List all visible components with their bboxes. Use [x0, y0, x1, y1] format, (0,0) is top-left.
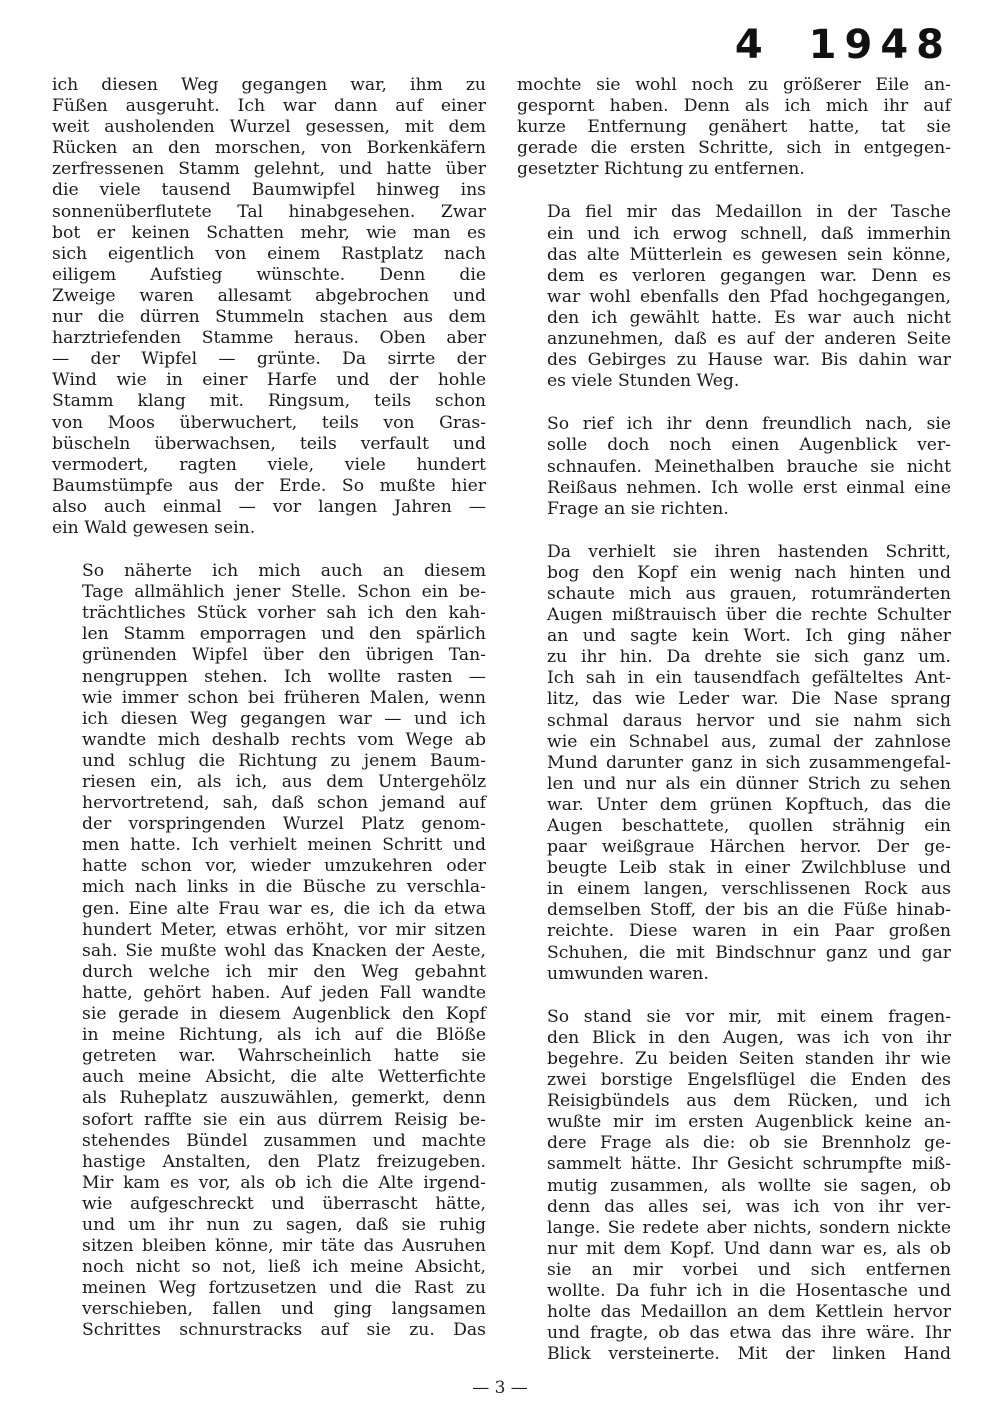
text-line: nur die dürren Stummeln stachen aus dem	[52, 307, 486, 328]
text-line: und fragte, ob das etwa das ihre wäre. Ihr	[547, 1323, 951, 1344]
paragraph	[517, 414, 951, 519]
text-line: ein und ich erwog schnell, daß immerhin	[547, 223, 951, 244]
text-line: dere Frage als die: ob sie Brennholz ge-	[547, 1133, 951, 1154]
text-line: men hatte. Ich verhielt meinen Schritt und	[82, 835, 486, 856]
text-line: sich eigentlich von einem Rastplatz nach	[52, 243, 486, 264]
text-line: riesen ein, als ich, aus dem Untergehölz	[82, 772, 486, 792]
text-line: Zweige waren allesamt abgebrochen und	[52, 285, 486, 306]
text-line: Mir kam es vor, als ob ich die Alte irgend-	[82, 1172, 486, 1193]
paragraph	[517, 202, 951, 392]
text-line: den Blick in den Augen, was ich von ihr	[547, 1027, 951, 1048]
text-line: Ich sah in ein tausendfach gefälteltes Ant-	[547, 668, 951, 689]
text-line: meinen Weg fortzusetzen und die Rast zu	[82, 1278, 486, 1299]
left-column	[52, 75, 486, 1342]
text-line: Da verhielt sie ihren hastenden Schritt,	[547, 541, 951, 562]
text-line: und um ihr nun zu sagen, daß sie ruhig	[82, 1214, 486, 1235]
text-line: litz, das wie Leder war. Die Nase sprang	[547, 689, 951, 710]
paragraph	[52, 75, 486, 539]
text-line: gen. Eine alte Frau war es, die ich da etwa	[82, 898, 486, 919]
text-line: schnaufen. Meinethalben brauche sie nicht	[547, 456, 951, 477]
text-line: Reisigbündels aus dem Rücken, und ich	[547, 1091, 951, 1112]
text-line: von Moos überwuchert, teils von Gras-	[52, 412, 486, 433]
text-line: vermodert, ragten viele, viele hundert	[52, 454, 486, 475]
text-line: wie immer schon bei früheren Malen, wenn	[82, 687, 486, 708]
text-line: auch meine Absicht, die alte Wetterfichte	[82, 1067, 486, 1088]
text-line: in einem langen, verschlissenen Rock aus	[547, 879, 951, 900]
text-line: hastige Anstalten, den Platz freizugeben.	[82, 1151, 486, 1172]
text-line: wandte mich deshalb rechts vom Wege ab	[82, 729, 486, 750]
text-line: wie ein Schnabel aus, zumal der zahnlose	[547, 731, 951, 752]
text-line: getreten war. Wahrscheinlich hatte sie	[82, 1046, 486, 1067]
text-line: bot er keinen Schatten mehr, wie man es	[52, 222, 486, 243]
text-line: an und sagte kein Wort. Ich ging näher	[547, 626, 951, 647]
text-line: Augen mißtrauisch über die rechte Schulter	[547, 605, 951, 626]
text-line: trächtliches Stück vorher sah ich den kah-	[82, 603, 486, 624]
text-line: mutig zusammen, als wollte sie sagen, ob	[547, 1175, 951, 1196]
text-line: durch welche ich mir den Weg gebahnt	[82, 961, 486, 982]
text-line: gespornt haben. Denn als ich mich ihr auf	[517, 96, 951, 117]
text-line: nur mit dem Kopf. Und dann war es, als ob	[547, 1238, 951, 1259]
text-line: solle doch noch einen Augenblick ver-	[547, 435, 951, 456]
text-line: mich nach links in die Büsche zu verschla-	[82, 877, 486, 898]
text-line: Mund darunter ganz in sich zusammengefal-	[547, 752, 951, 773]
text-line: len und nur als ein dünner Strich zu sehen	[547, 773, 951, 794]
text-line: Baumstümpfe aus der Erde. So mußte hier	[52, 475, 486, 496]
text-line: zu ihr hin. Da drehte sie sich ganz um.	[547, 647, 951, 668]
text-line: büscheln überwachsen, teils verfault und	[52, 433, 486, 454]
text-line: So stand sie vor mir, mit einem fragen-	[547, 1006, 951, 1027]
text-line: — der Wipfel — grünte. Da sirrte der	[52, 349, 486, 370]
text-line: verschieben, fallen und ging langsamen	[82, 1299, 486, 1320]
text-line: sammelt hätte. Ihr Gesicht schrumpfte miß-	[547, 1154, 951, 1175]
text-line: und schlug die Richtung zu jenem Baum-	[82, 750, 486, 771]
text-line: als Ruheplatz auszuwählen, gemerkt, denn	[82, 1088, 486, 1109]
paragraph	[517, 75, 951, 180]
text-line: das alte Mütterlein es gewesen sein könne,	[547, 244, 951, 265]
page-number: — 3 —	[472, 1378, 528, 1398]
text-line: nengruppen stehen. Ich wollte rasten —	[82, 666, 486, 687]
text-line: demselben Stoff, der bis an die Füße hinab-	[547, 900, 951, 921]
text-line: Schrittes schnurstracks auf sie zu. Das	[82, 1320, 486, 1341]
text-line: hervortretend, sah, daß schon jemand auf	[82, 793, 486, 814]
text-line: den ich gewählt hatte. Es war auch nicht	[547, 307, 951, 328]
text-line: Schuhen, die mit Bindschnur ganz und gar	[547, 942, 951, 963]
text-line: denn das alles sei, was ich von ihr ver-	[547, 1196, 951, 1217]
text-line: bog den Kopf ein wenig nach hinten und	[547, 562, 951, 583]
text-line: harztriefenden Stamme heraus. Oben aber	[52, 328, 486, 349]
text-line: war wohl ebenfalls den Pfad hochgegangen,	[547, 286, 951, 307]
text-line: war. Unter dem grünen Kopftuch, das die	[547, 794, 951, 815]
text-line: paar weißgraue Härchen hervor. Der ge-	[547, 837, 951, 858]
text-line: Tage allmählich jener Stelle. Schon ein be-	[82, 582, 486, 603]
text-line: sitzen bleiben könne, mir täte das Ausruhen	[82, 1236, 486, 1257]
text-line: beugte Leib stak in einer Zwilchbluse und	[547, 858, 951, 879]
paragraph	[517, 542, 951, 985]
text-line: umwunden waren.	[547, 963, 709, 984]
text-line: eiligem Aufstieg wünschte. Denn die	[52, 264, 486, 285]
text-line: Da fiel mir das Medaillon in der Tasche	[547, 202, 951, 223]
text-line: die viele tausend Baumwipfel hinweg ins	[52, 180, 486, 201]
text-line: Stamm klang mit. Ringsum, teils schon	[52, 391, 486, 412]
issue-number: 4	[734, 22, 771, 68]
right-column	[517, 75, 951, 1365]
text-line: gerade die ersten Schritte, sich in entgegen-	[517, 138, 951, 159]
text-line: Füßen ausgeruht. Ich war dann auf einer	[52, 96, 486, 117]
paragraph	[52, 561, 486, 1341]
text-line: stehendes Bündel zusammen und machte	[82, 1130, 486, 1151]
text-line: der vorspringenden Wurzel Platz genom-	[82, 814, 486, 835]
text-line: holte das Medaillon an dem Kettlein hervor	[547, 1302, 951, 1323]
paragraph	[517, 1007, 951, 1366]
text-line: reichte. Diese waren in ein Paar großen	[547, 921, 951, 942]
year: 1948	[808, 22, 952, 68]
text-line: So näherte ich mich auch an diesem	[82, 561, 486, 582]
text-line: ich diesen Weg gegangen war — und ich	[82, 708, 486, 729]
text-line: zerfressenen Stamm gelehnt, und hatte über	[52, 159, 486, 180]
text-line: Frage an sie richten.	[547, 498, 729, 519]
text-line: schmal daraus hervor und sie nahm sich	[547, 710, 951, 731]
text-line: lange. Sie redete aber nichts, sondern nickte	[547, 1217, 951, 1238]
text-line: gesetzter Richtung zu entfernen.	[517, 159, 805, 180]
text-line: dem es verloren gegangen war. Denn es	[547, 265, 951, 286]
text-line: es viele Stunden Weg.	[547, 371, 740, 392]
text-line: So rief ich ihr denn freundlich nach, sie	[547, 414, 951, 435]
text-line: weit ausholenden Wurzel gesessen, mit dem	[52, 117, 486, 138]
text-line: Rücken an den morschen, von Borkenkäfern	[52, 138, 486, 159]
text-line: noch nicht so not, ließ ich meine Absicht,	[82, 1257, 486, 1278]
text-line: zwei borstige Engelsflügel die Enden des	[547, 1070, 951, 1091]
text-line: Blick versteinerte. Mit der linken Hand	[547, 1344, 951, 1365]
text-line: Augen beschattete, quollen strähnig ein	[547, 816, 951, 836]
text-line: hundert Meter, etwas erhöht, vor mir sitzen	[82, 919, 486, 940]
page-header	[735, 22, 952, 68]
text-line: wollte. Da fuhr ich in die Hosentasche und	[547, 1280, 951, 1301]
text-line: hatte, gehört haben. Auf jeden Fall wandte	[82, 982, 486, 1003]
text-line: sie an mir vorbei und sich entfernen	[547, 1259, 951, 1280]
text-line: schaute mich aus grauen, rotumränderten	[547, 583, 951, 604]
text-line: sonnenüberflutete Tal hinabgesehen. Zwar	[52, 201, 486, 222]
text-line: ich diesen Weg gegangen war, ihm zu	[52, 75, 486, 95]
text-line: also auch einmal — vor langen Jahren —	[52, 496, 486, 517]
text-line: wie aufgeschreckt und überrascht hätte,	[82, 1193, 486, 1214]
text-line: Reißaus nehmen. Ich wolle erst einmal eine	[547, 477, 951, 498]
text-line: kurze Entfernung genähert hatte, tat sie	[517, 117, 951, 138]
text-line: in meine Richtung, als ich auf die Blöße	[82, 1025, 486, 1046]
text-line: len Stamm emporragen und den spärlich	[82, 624, 486, 645]
text-line: Wind wie in einer Harfe und der hohle	[52, 370, 486, 391]
text-line: hatte schon vor, wieder umzukehren oder	[82, 856, 486, 877]
text-line: des Gebirges zu Hause war. Bis dahin war	[547, 350, 951, 371]
text-line: wußte mir im ersten Augenblick keine an-	[547, 1112, 951, 1133]
text-line: grünenden Wipfel über den übrigen Tan-	[82, 645, 486, 666]
text-line: sofort raffte sie ein aus dürrem Reisig be-	[82, 1109, 486, 1130]
text-line: begehre. Zu beiden Seiten standen ihr wie	[547, 1048, 951, 1069]
text-line: mochte sie wohl noch zu größerer Eile an-	[517, 75, 951, 95]
text-line: sie gerade in diesem Augenblick den Kopf	[82, 1004, 486, 1025]
text-line: ein Wald gewesen sein.	[52, 517, 256, 538]
text-line: sah. Sie mußte wohl das Knacken der Aeste,	[82, 940, 486, 961]
text-line: anzunehmen, daß es auf der anderen Seite	[547, 329, 951, 350]
